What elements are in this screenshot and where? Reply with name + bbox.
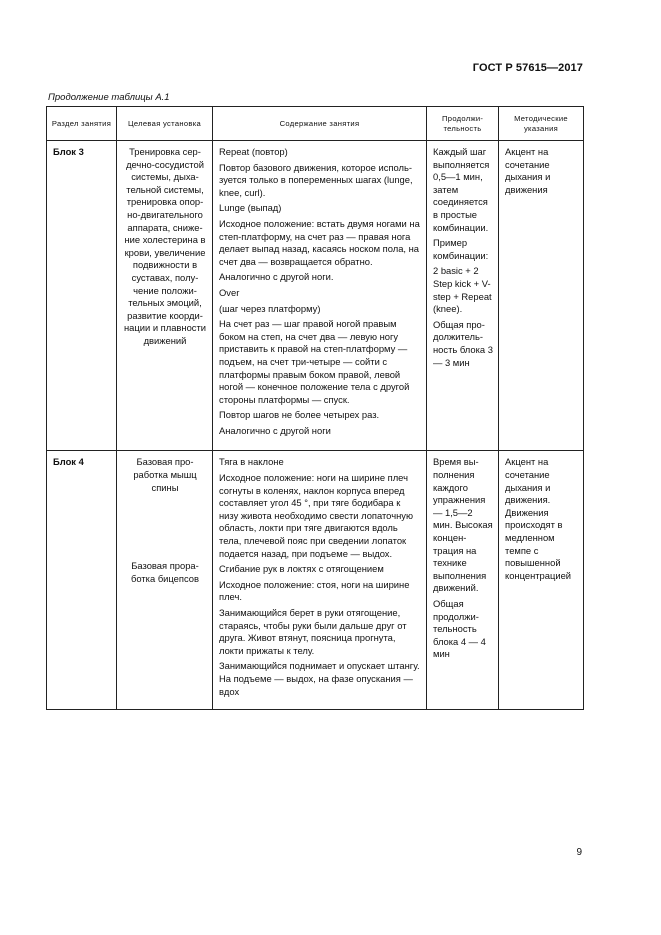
cell-duration — [427, 451, 499, 710]
content-paragraph: (шаг через платформу) — [219, 302, 321, 314]
duration-paragraph: Время выполнения каждого упражнения — 1,5—2 мин. Высокая концентрация на технике выполнения движений. — [433, 456, 493, 594]
table-row-block-3 — [47, 141, 584, 451]
cell-goal — [117, 141, 213, 451]
header-goal: Целевая установка — [117, 107, 213, 141]
cell-content — [213, 141, 427, 451]
cell-section: Блок 4 — [47, 451, 117, 710]
content-paragraph: Исходное положение: стоя, ноги на ширине плеч. — [219, 578, 410, 603]
cell-duration — [427, 141, 499, 451]
goal-text: Базовая проработка мышц спины — [133, 456, 197, 493]
duration-paragraph: Пример комбинации: — [433, 237, 489, 261]
content-paragraph: Аналогично с другой ноги. — [219, 271, 334, 283]
table-caption: Продолжение таблицы А.1 — [48, 92, 170, 103]
content-paragraph: Тяга в наклоне — [219, 456, 284, 468]
content-paragraph: Исходное положение: встать двумя ногами на степ-платформу, на счет раз — правая нога делает выпад назад, касаясь носком пола, на счет два — возвращается обратно. — [219, 217, 420, 267]
header-content: Содержание занятия — [213, 107, 427, 141]
cell-notes — [499, 141, 584, 451]
content-paragraph: На счет раз — шаг правой ногой правым боком на степ, на счет два — левую ногу приставить к правой на степ-платформу — подъем, на счет три-четыре — сойти с платформы правым боком правой, левой ногой — конечное положение тела с другой стороны платформы — спуск. — [219, 318, 410, 405]
content-paragraph: Lunge (выпад) — [219, 202, 282, 214]
header-duration: Продолжительность — [427, 107, 499, 141]
notes-paragraph: Акцент на сочетание дыхания и движения. Движения происходят в медленном темпе с повышенной концентрацией — [505, 456, 572, 581]
page-number: 9 — [576, 847, 582, 858]
duration-paragraph: Общая продолжительность блока 3 — 3 мин — [433, 318, 493, 368]
table-header-row — [47, 107, 584, 141]
table-row-block-4 — [47, 451, 584, 710]
methodology-table — [46, 106, 584, 710]
header-notes: Методические указания — [499, 107, 584, 141]
content-paragraph: Over — [219, 286, 240, 298]
content-paragraph: Исходное положение: ноги на ширине плеч согнуты в коленях, наклон корпуса вперед составляет угол 45 °, при тяге бодибара к низу живота необходимо свести лопаточную область, локти при тяге двигаются вдоль тела, плечевой пояс при сведении лопаток подается назад, при подъеме — выдох. — [219, 472, 413, 559]
content-paragraph: Повтор шагов не более четырех раз. — [219, 409, 380, 421]
cell-notes — [499, 451, 584, 710]
header-section: Раздел занятия — [47, 107, 117, 141]
notes-paragraph: Акцент на сочетание дыхания и движения — [505, 146, 551, 195]
cell-section: Блок 3 — [47, 141, 117, 451]
duration-paragraph: Общая продолжительность блока 4 — 4 мин — [433, 598, 486, 660]
content-paragraph: Аналогично с другой ноги — [219, 424, 331, 436]
content-paragraph: Сгибание рук в локтях с отягощением — [219, 563, 384, 575]
content-paragraph: Repeat (повтор) — [219, 146, 288, 157]
content-paragraph: Повтор базового движения, которое используется только в попеременных шагах (lunge, knee, curl). — [219, 161, 413, 198]
duration-paragraph: Каждый шаг выполняется 0,5—1 мин, затем соединяется в простые комбинации. — [433, 146, 490, 233]
goal-text: Базовая проработка бицепсов — [131, 560, 199, 584]
duration-paragraph: 2 basic + 2 Step kick + V-step + Repeat (knee). — [433, 265, 492, 315]
content-paragraph: Занимающийся поднимает и опускает штангу. На подъеме — выдох, на фазе опускания — вдох — [219, 660, 420, 697]
cell-content — [213, 451, 427, 710]
standard-id-header: ГОСТ Р 57615—2017 — [472, 62, 583, 74]
cell-goal — [117, 451, 213, 710]
goal-text: Тренировка сердечно-сосудистой системы, дыхательной системы, тренировка опорно-двигательного аппарата, снижение холестерина в крови, увеличение подвижности в суставах, получение положительных эмоций, развитие координации и плавности движений — [123, 146, 207, 346]
content-paragraph: Занимающийся берет в руки отягощение, стараясь, чтобы руки были дальше друг от друга. Живот втянут, поясница прогнута, локти прижаты к телу. — [219, 607, 407, 656]
